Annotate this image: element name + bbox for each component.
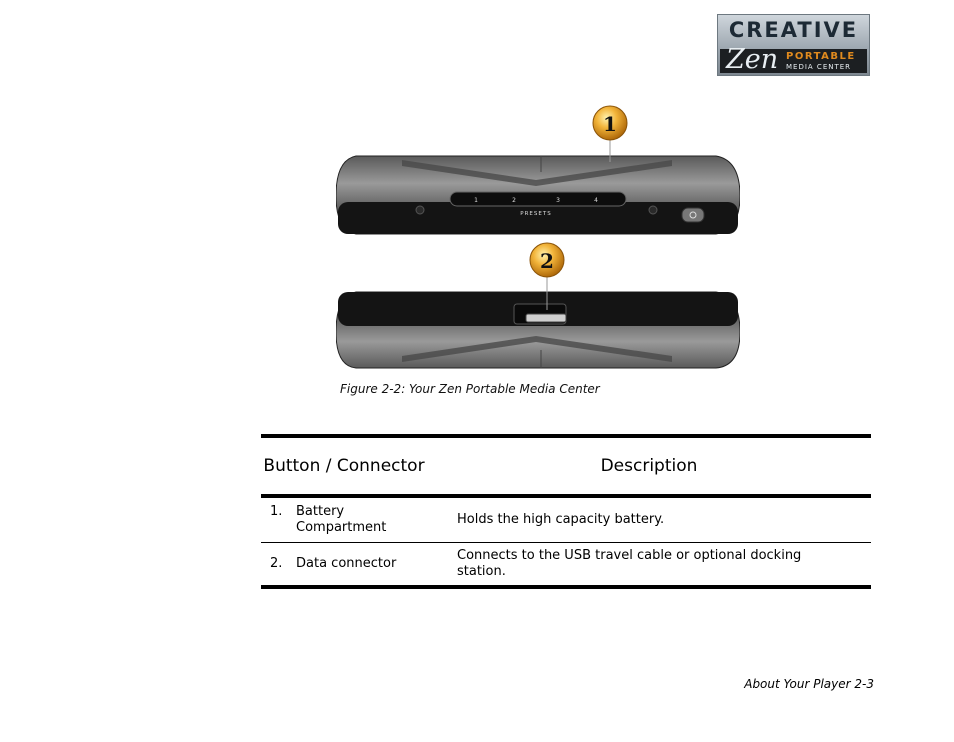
device-bottom-view bbox=[336, 292, 740, 368]
device-top-view bbox=[336, 156, 740, 234]
presets-label: PRESETS bbox=[520, 211, 552, 217]
callout-1 bbox=[593, 106, 627, 140]
row-description: Connects to the USB travel cable or optional docking station. bbox=[427, 543, 871, 586]
header-description: Description bbox=[600, 456, 698, 476]
callout-2-label: 2 bbox=[540, 249, 554, 273]
table-row bbox=[261, 498, 871, 543]
logo-product: Zen bbox=[726, 44, 779, 75]
preset-2-label: 2 bbox=[512, 197, 516, 204]
creative-zen-logo bbox=[717, 14, 870, 76]
button-connector-table bbox=[261, 434, 871, 589]
preset-4-label: 4 bbox=[594, 197, 598, 204]
row-button: Battery Compartment bbox=[296, 504, 387, 535]
data-connector-icon bbox=[526, 314, 566, 322]
row-number: 2. bbox=[270, 556, 283, 571]
logo-line1: PORTABLE bbox=[786, 51, 856, 62]
device-figure bbox=[336, 104, 740, 370]
row-button: Data connector bbox=[296, 556, 397, 571]
preset-3-label: 3 bbox=[556, 197, 560, 204]
figure-caption: Figure 2-2: Your Zen Portable Media Center bbox=[340, 382, 600, 396]
logo-brand: CREATIVE bbox=[728, 18, 859, 42]
row-number: 1. bbox=[270, 504, 283, 519]
row-description: Holds the high capacity battery. bbox=[457, 512, 665, 527]
logo-line2: MEDIA CENTER bbox=[786, 63, 852, 71]
power-button-icon bbox=[682, 208, 704, 222]
page-footer: About Your Player 2-3 bbox=[744, 677, 874, 691]
header-button-connector: Button / Connector bbox=[263, 456, 425, 476]
table-row bbox=[261, 543, 871, 586]
preset-1-label: 1 bbox=[474, 197, 478, 204]
callout-2 bbox=[530, 243, 564, 277]
callout-1-label: 1 bbox=[603, 112, 617, 136]
